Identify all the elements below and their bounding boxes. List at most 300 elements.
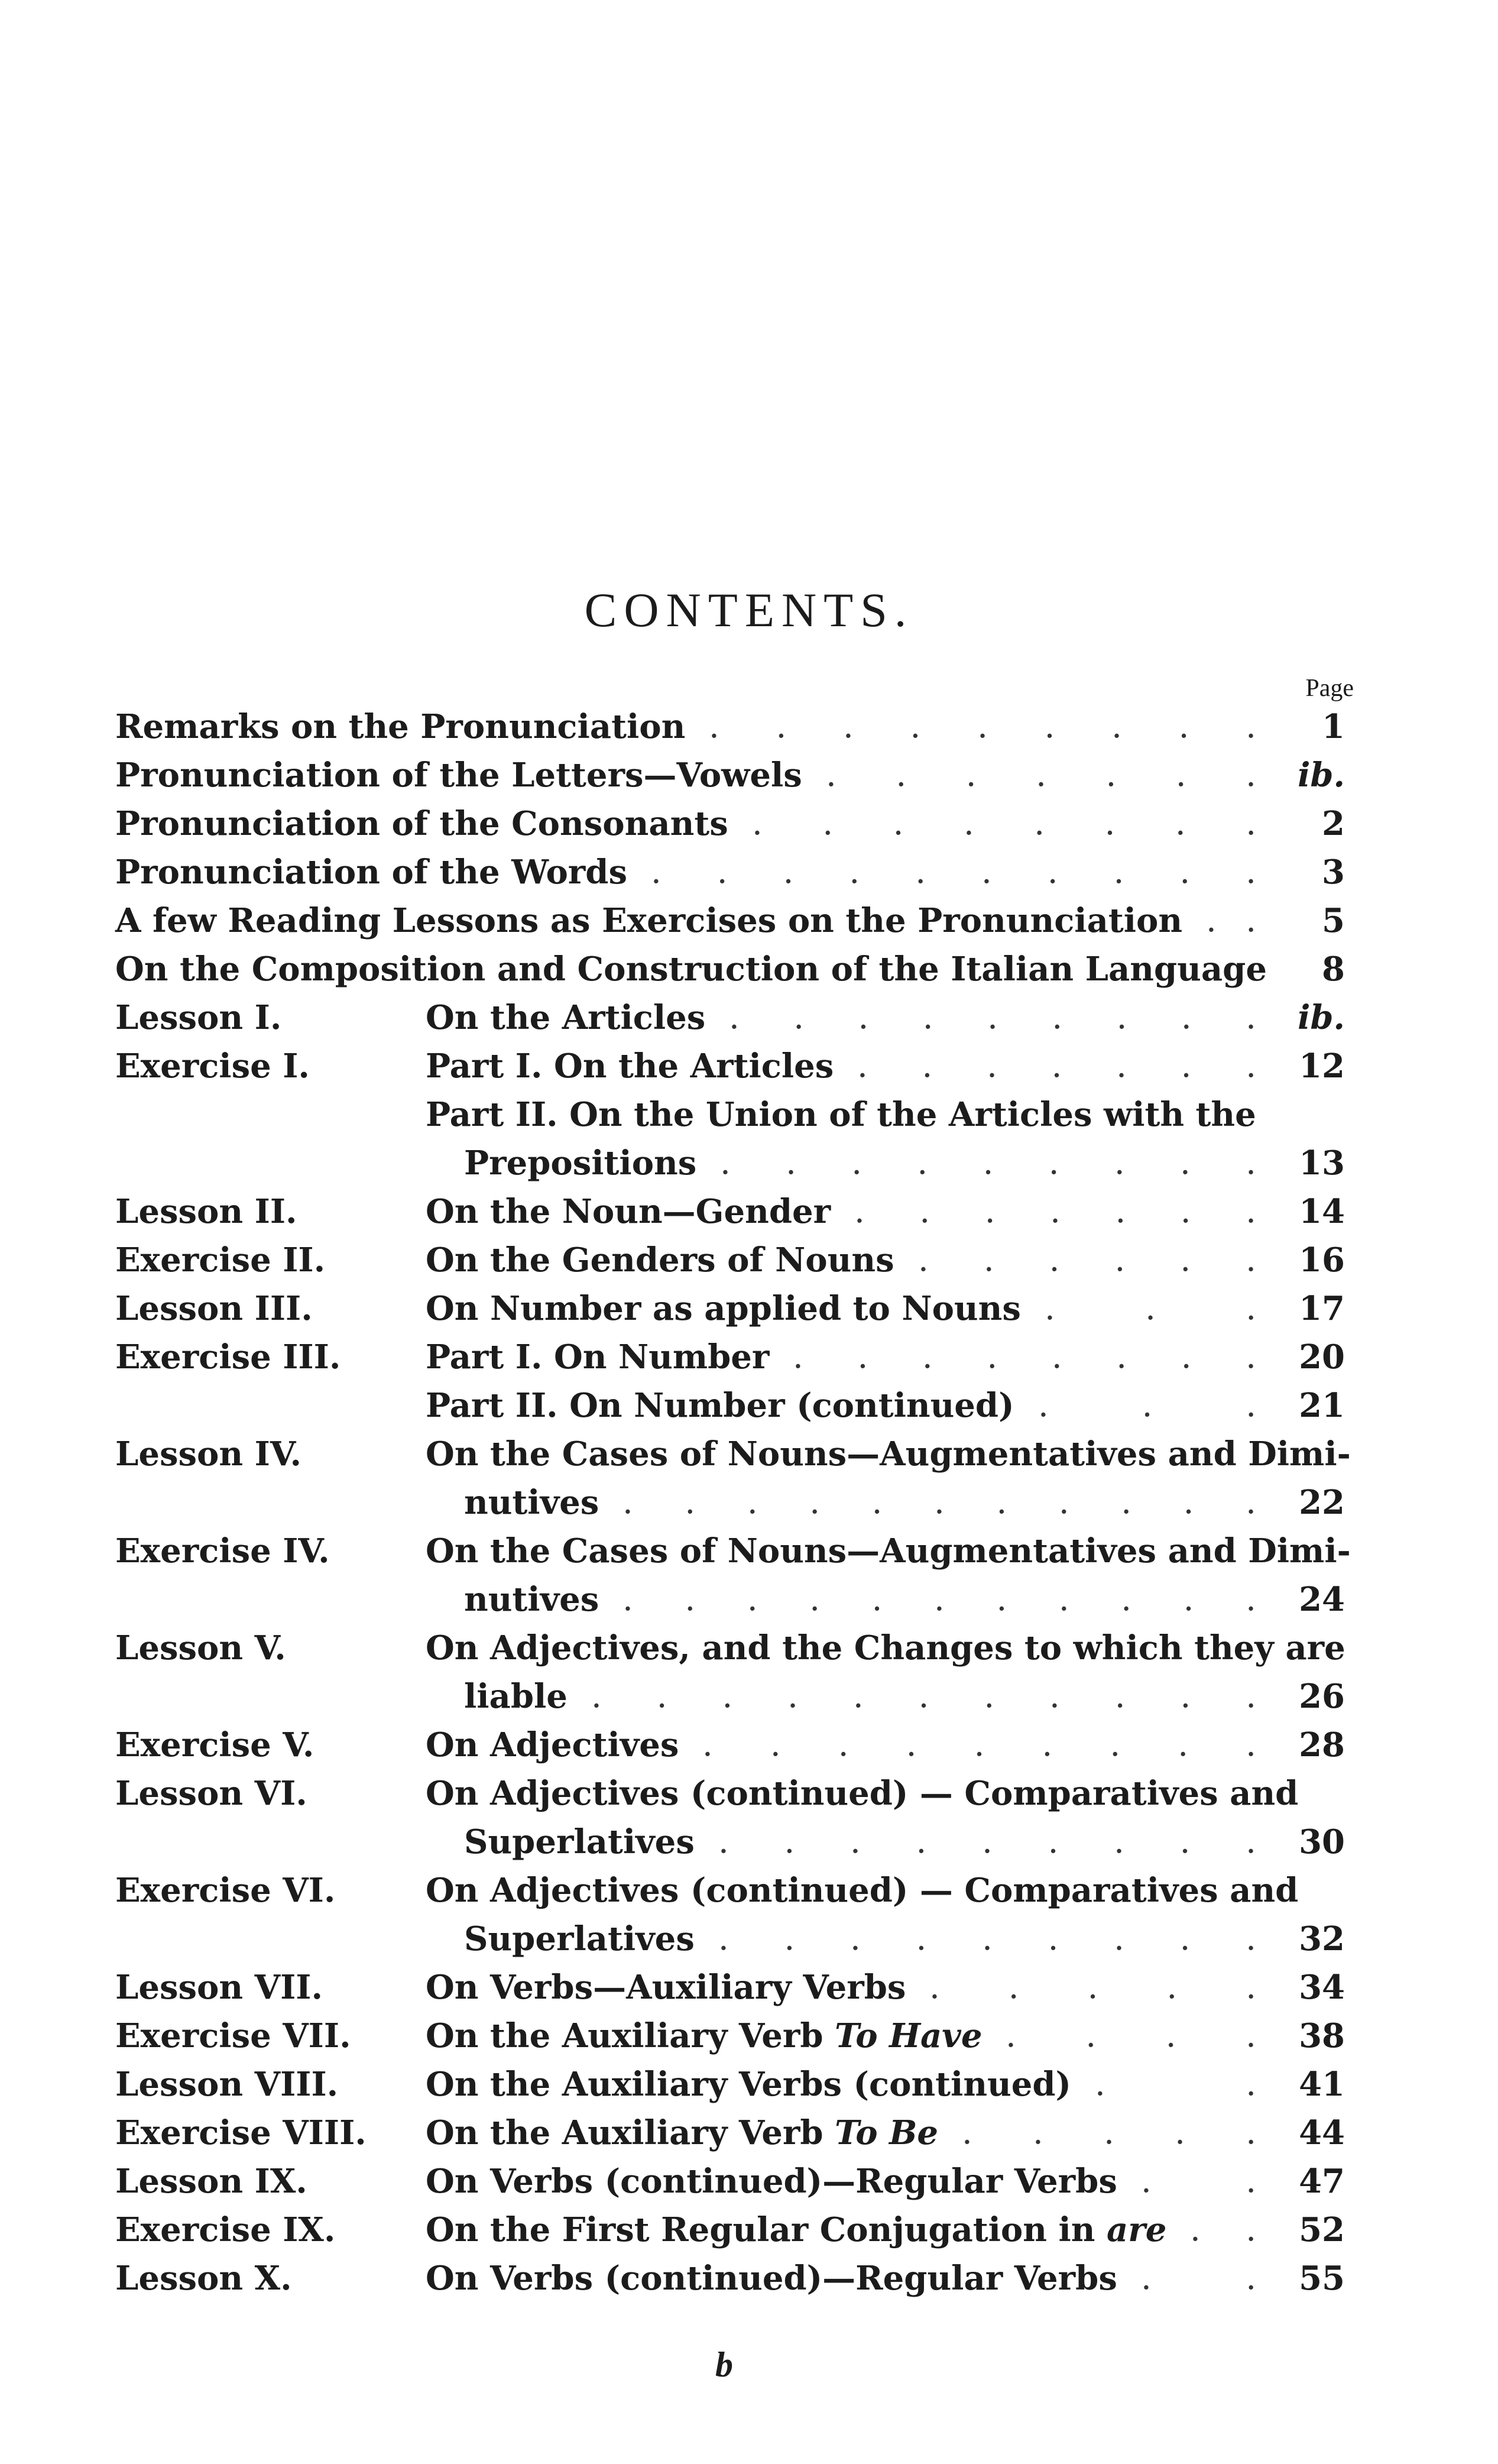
toc-entry-title: Superlatives bbox=[464, 1822, 695, 1861]
leader-dot: . bbox=[1206, 901, 1217, 940]
leader-dot: . bbox=[1142, 1386, 1153, 1424]
toc-entry bbox=[115, 1721, 1345, 1769]
leader-dot: . bbox=[1175, 756, 1186, 794]
toc-entry bbox=[115, 945, 1345, 993]
dot-leader bbox=[622, 1478, 1256, 1527]
toc-entry-label: Lesson IX. bbox=[115, 2162, 307, 2201]
leader-dot: . bbox=[1246, 1241, 1256, 1279]
leader-dot: . bbox=[987, 1047, 997, 1085]
leader-dot: . bbox=[1246, 998, 1256, 1037]
leader-dot: . bbox=[1246, 1725, 1256, 1764]
leader-dot: . bbox=[919, 1192, 930, 1231]
leader-dot: . bbox=[1178, 1725, 1189, 1764]
leader-dot: . bbox=[651, 853, 662, 891]
leader-dot: . bbox=[1033, 2113, 1043, 2152]
leader-dot: . bbox=[984, 1677, 995, 1715]
italic-term: To Have bbox=[835, 2016, 983, 2055]
toc-entry-title: Pronunciation of the Words bbox=[115, 853, 627, 892]
leader-dot: . bbox=[793, 998, 805, 1037]
leader-dot: . bbox=[1104, 804, 1116, 843]
leader-dot: . bbox=[987, 1338, 998, 1376]
leader-dot: . bbox=[843, 707, 854, 746]
toc-entry-title: Part I. On the Articles bbox=[426, 1047, 834, 1086]
toc-entry-label: Exercise VII. bbox=[115, 2016, 351, 2055]
leader-dot: . bbox=[851, 1144, 863, 1182]
leader-dot: . bbox=[1246, 1968, 1256, 2006]
leader-dot: . bbox=[770, 1725, 781, 1764]
leader-dot: . bbox=[685, 1483, 696, 1521]
leader-dot: . bbox=[1113, 853, 1124, 891]
toc-entry-label: Lesson V. bbox=[115, 1628, 286, 1668]
leader-dot: . bbox=[709, 707, 719, 746]
leader-dot: . bbox=[1038, 1386, 1049, 1424]
toc-entry-page: 13 bbox=[1299, 1144, 1345, 1183]
dot-leader bbox=[1006, 2012, 1256, 2060]
dot-leader bbox=[720, 1139, 1256, 1187]
dot-leader bbox=[752, 799, 1256, 848]
leader-dot: . bbox=[1116, 1047, 1127, 1085]
leader-dot: . bbox=[1052, 998, 1063, 1037]
toc-entry bbox=[115, 848, 1345, 896]
leader-dot: . bbox=[963, 804, 974, 843]
toc-entry-title: On Adjectives (continued) — Comparatives and bbox=[426, 1871, 1299, 1910]
leader-dot: . bbox=[752, 804, 763, 843]
dot-leader bbox=[918, 1236, 1256, 1284]
italic-term: are bbox=[1106, 2210, 1167, 2249]
toc-entry-title: On the Cases of Nouns—Augmentatives and Dimi- bbox=[426, 1435, 1351, 1474]
leader-dot: . bbox=[838, 1725, 849, 1764]
leader-dot: . bbox=[1141, 2162, 1152, 2200]
leader-dot: . bbox=[1246, 1919, 1256, 1958]
leader-dot: . bbox=[850, 1919, 861, 1958]
dot-leader bbox=[718, 1915, 1256, 1963]
toc-entry-page: 24 bbox=[1299, 1580, 1345, 1619]
toc-entry-label: Exercise IX. bbox=[115, 2210, 336, 2249]
leader-dot: . bbox=[1006, 2016, 1016, 2055]
toc-entry-label: Lesson VII. bbox=[115, 1968, 323, 2007]
toc-entry bbox=[115, 1478, 1345, 1527]
toc-entry-title: On the Auxiliary Verb To Have bbox=[426, 2016, 983, 2055]
toc-entry bbox=[115, 1284, 1345, 1333]
toc-entry-page: ib. bbox=[1298, 998, 1345, 1037]
toc-entry-title: Part II. On Number (continued) bbox=[426, 1386, 1014, 1425]
leader-dot: . bbox=[996, 1483, 1007, 1521]
leader-dot: . bbox=[1179, 1144, 1191, 1182]
toc-entry-page: 52 bbox=[1299, 2210, 1345, 2249]
toc-entry-page: ib. bbox=[1298, 756, 1345, 795]
leader-dot: . bbox=[716, 853, 728, 891]
dot-leader bbox=[826, 751, 1256, 799]
leader-dot: . bbox=[809, 1483, 821, 1521]
dot-leader bbox=[1190, 2206, 1256, 2254]
leader-dot: . bbox=[1048, 1144, 1059, 1182]
toc-entry bbox=[115, 2157, 1345, 2206]
leader-dot: . bbox=[729, 998, 740, 1037]
leader-dot: . bbox=[1246, 2113, 1256, 2152]
leader-dot: . bbox=[622, 1483, 633, 1521]
leader-dot: . bbox=[922, 1047, 933, 1085]
leader-dot: . bbox=[1246, 1822, 1256, 1861]
leader-dot: . bbox=[965, 756, 977, 794]
leader-dot: . bbox=[822, 804, 834, 843]
leader-dot: . bbox=[1141, 2259, 1152, 2297]
toc-entry-title: liable bbox=[464, 1677, 568, 1716]
toc-entry-page: 30 bbox=[1299, 1822, 1345, 1861]
leader-dot: . bbox=[826, 756, 836, 794]
toc-entry bbox=[115, 1915, 1345, 1963]
toc-entry-label: Lesson I. bbox=[115, 998, 282, 1037]
toc-entry bbox=[115, 1430, 1351, 1478]
leader-dot: . bbox=[1246, 2259, 1256, 2297]
toc-entry bbox=[115, 1139, 1345, 1187]
toc-entry bbox=[115, 1381, 1345, 1430]
toc-entry bbox=[115, 1818, 1345, 1866]
leader-dot: . bbox=[1114, 1144, 1125, 1182]
leader-dot: . bbox=[1246, 2065, 1256, 2103]
leader-dot: . bbox=[896, 756, 907, 794]
toc-entry-label: Exercise VI. bbox=[115, 1871, 336, 1910]
toc-entry-page: 32 bbox=[1299, 1919, 1345, 1958]
toc-entry-page: 44 bbox=[1299, 2113, 1345, 2152]
dot-leader bbox=[622, 1575, 1256, 1624]
toc-entry bbox=[115, 1527, 1351, 1575]
leader-dot: . bbox=[685, 1580, 696, 1618]
leader-dot: . bbox=[1036, 756, 1046, 794]
toc-entry-title: Remarks on the Pronunciation bbox=[115, 707, 686, 746]
leader-dot: . bbox=[857, 1047, 868, 1085]
toc-entry-title: On Verbs (continued)—Regular Verbs bbox=[426, 2259, 1117, 2298]
toc-entry-title: On Verbs (continued)—Regular Verbs bbox=[426, 2162, 1117, 2201]
toc-entry-page: 12 bbox=[1299, 1047, 1345, 1086]
dot-leader bbox=[591, 1672, 1256, 1721]
toc-entry-page: 17 bbox=[1299, 1289, 1345, 1328]
leader-dot: . bbox=[1181, 998, 1192, 1037]
leader-dot: . bbox=[922, 1338, 933, 1376]
dot-leader bbox=[929, 1963, 1256, 2012]
leader-dot: . bbox=[1183, 1483, 1194, 1521]
leader-dot: . bbox=[1121, 1483, 1132, 1521]
toc-entry-label: Lesson II. bbox=[115, 1192, 297, 1231]
leader-dot: . bbox=[1246, 2016, 1256, 2055]
toc-entry bbox=[115, 2012, 1345, 2060]
leader-dot: . bbox=[720, 1144, 731, 1182]
leader-dot: . bbox=[591, 1677, 602, 1715]
toc-entry bbox=[115, 2206, 1345, 2254]
leader-dot: . bbox=[1114, 1677, 1126, 1715]
toc-entry-label: Exercise I. bbox=[115, 1047, 310, 1086]
leader-dot: . bbox=[1179, 1822, 1191, 1861]
leader-dot: . bbox=[1087, 1968, 1098, 2006]
leader-dot: . bbox=[1114, 1241, 1126, 1279]
toc-entry-title: Part II. On the Union of the Articles with the bbox=[426, 1095, 1256, 1134]
leader-dot: . bbox=[915, 853, 926, 891]
toc-entry-label: Lesson X. bbox=[115, 2259, 292, 2298]
leader-dot: . bbox=[1180, 1192, 1191, 1231]
leader-dot: . bbox=[1050, 1192, 1061, 1231]
leader-dot: . bbox=[916, 1822, 927, 1861]
leader-dot: . bbox=[1058, 1483, 1069, 1521]
leader-dot: . bbox=[784, 1919, 795, 1958]
leader-dot: . bbox=[1044, 707, 1055, 746]
dot-leader bbox=[1095, 2060, 1256, 2109]
leader-dot: . bbox=[1175, 2113, 1185, 2152]
toc-entry bbox=[115, 1090, 1345, 1139]
leader-dot: . bbox=[871, 1483, 883, 1521]
leader-dot: . bbox=[934, 1483, 945, 1521]
leader-dot: . bbox=[1042, 1725, 1053, 1764]
leader-dot: . bbox=[656, 1677, 667, 1715]
toc-entry-page: 16 bbox=[1299, 1241, 1345, 1280]
toc-entry bbox=[115, 1672, 1345, 1721]
leader-dot: . bbox=[982, 1919, 993, 1958]
toc-entry-label: Exercise II. bbox=[115, 1241, 326, 1280]
leader-dot: . bbox=[747, 1580, 758, 1618]
toc-entry-page: 20 bbox=[1299, 1338, 1345, 1377]
leader-dot: . bbox=[987, 998, 998, 1037]
leader-dot: . bbox=[1246, 804, 1256, 843]
toc-entry-page: 26 bbox=[1299, 1677, 1345, 1716]
leader-dot: . bbox=[1051, 1338, 1062, 1376]
leader-dot: . bbox=[1114, 1919, 1124, 1958]
leader-dot: . bbox=[1246, 707, 1256, 746]
toc-entry-label: Exercise V. bbox=[115, 1725, 314, 1764]
toc-entry-title: On the Composition and Construction of the Italian Language bbox=[115, 950, 1267, 989]
toc-entry-title: On Adjectives, and the Changes to which they are bbox=[426, 1628, 1345, 1668]
leader-dot: . bbox=[918, 1241, 929, 1279]
italic-term: To Be bbox=[835, 2113, 939, 2152]
leader-dot: . bbox=[1115, 1192, 1126, 1231]
dot-leader bbox=[1206, 896, 1256, 945]
leader-dot: . bbox=[922, 998, 933, 1037]
toc-entry-page: 55 bbox=[1299, 2259, 1345, 2298]
leader-dot: . bbox=[1246, 1192, 1256, 1231]
toc-entry bbox=[115, 1575, 1345, 1624]
leader-dot: . bbox=[852, 1677, 864, 1715]
leader-dot: . bbox=[934, 1580, 945, 1618]
leader-dot: . bbox=[702, 1725, 713, 1764]
toc-entry bbox=[115, 1333, 1345, 1381]
dot-leader bbox=[1038, 1381, 1256, 1430]
toc-entry bbox=[115, 1042, 1345, 1090]
leader-dot: . bbox=[783, 853, 794, 891]
leader-dot: . bbox=[1116, 998, 1127, 1037]
toc-entry-label: Exercise VIII. bbox=[115, 2113, 367, 2152]
dot-leader bbox=[651, 848, 1256, 896]
leader-dot: . bbox=[1181, 1047, 1192, 1085]
leader-dot: . bbox=[983, 1144, 994, 1182]
toc-entry-title: On Adjectives (continued) — Comparatives and bbox=[426, 1774, 1299, 1813]
leader-dot: . bbox=[1246, 1289, 1256, 1327]
leader-dot: . bbox=[784, 1822, 795, 1861]
leader-dot: . bbox=[722, 1677, 733, 1715]
toc-entry-title: On the Noun—Gender bbox=[426, 1192, 831, 1231]
leader-dot: . bbox=[1183, 1580, 1194, 1618]
toc-entry bbox=[115, 1963, 1345, 2012]
toc-entry-title: On the Cases of Nouns—Augmentatives and Dimi- bbox=[426, 1531, 1351, 1571]
leader-dot: . bbox=[1048, 1919, 1059, 1958]
toc-entry-page: 38 bbox=[1299, 2016, 1345, 2055]
toc-entry-title: Prepositions bbox=[464, 1144, 697, 1183]
leader-dot: . bbox=[1114, 1822, 1124, 1861]
toc-entry-title: nutives bbox=[464, 1580, 599, 1619]
table-of-contents bbox=[115, 702, 1351, 2303]
leader-dot: . bbox=[906, 1725, 917, 1764]
toc-entry-page: 2 bbox=[1322, 804, 1345, 843]
toc-entry-title: On Verbs—Auxiliary Verbs bbox=[426, 1968, 906, 2007]
dot-leader bbox=[1141, 2254, 1256, 2303]
toc-entry-page: 34 bbox=[1299, 1968, 1345, 2007]
toc-entry bbox=[115, 751, 1345, 799]
dot-leader bbox=[729, 993, 1256, 1042]
toc-entry-title: On the Auxiliary Verbs (continued) bbox=[426, 2065, 1072, 2104]
leader-dot: . bbox=[1121, 1580, 1132, 1618]
leader-dot: . bbox=[718, 1822, 729, 1861]
toc-entry-label: Exercise III. bbox=[115, 1338, 341, 1377]
toc-entry bbox=[115, 1624, 1345, 1672]
leader-dot: . bbox=[1034, 804, 1045, 843]
toc-entry-title: nutives bbox=[464, 1483, 599, 1522]
toc-entry-title: On the Articles bbox=[426, 998, 706, 1037]
leader-dot: . bbox=[1246, 1580, 1256, 1618]
leader-dot: . bbox=[787, 1677, 798, 1715]
leader-dot: . bbox=[1178, 707, 1189, 746]
leader-dot: . bbox=[1179, 853, 1191, 891]
toc-entry-page: 8 bbox=[1322, 950, 1345, 989]
toc-entry-page: 28 bbox=[1299, 1725, 1345, 1764]
toc-entry-title: A few Reading Lessons as Exercises on the Pronunciation bbox=[115, 901, 1183, 940]
leader-dot: . bbox=[974, 1725, 985, 1764]
leader-dot: . bbox=[776, 707, 787, 746]
leader-dot: . bbox=[1246, 853, 1256, 891]
leader-dot: . bbox=[1165, 2016, 1176, 2055]
toc-entry bbox=[115, 1769, 1345, 1818]
toc-entry bbox=[115, 2109, 1345, 2157]
toc-entry-page: 47 bbox=[1299, 2162, 1345, 2201]
leader-dot: . bbox=[917, 1144, 928, 1182]
toc-entry-page: 5 bbox=[1322, 901, 1345, 940]
leader-dot: . bbox=[962, 2113, 972, 2152]
toc-entry-title: Pronunciation of the Consonants bbox=[115, 804, 728, 843]
toc-entry-title: On the First Regular Conjugation in are bbox=[426, 2210, 1167, 2249]
toc-entry-page: 3 bbox=[1322, 853, 1345, 892]
toc-entry-label: Lesson VI. bbox=[115, 1774, 307, 1813]
leader-dot: . bbox=[983, 1241, 994, 1279]
leader-dot: . bbox=[1110, 1725, 1121, 1764]
leader-dot: . bbox=[910, 707, 921, 746]
leader-dot: . bbox=[1246, 1483, 1256, 1521]
toc-entry-label: Lesson VIII. bbox=[115, 2065, 339, 2104]
dot-leader bbox=[718, 1818, 1256, 1866]
dot-leader bbox=[1045, 1284, 1256, 1333]
leader-dot: . bbox=[809, 1580, 821, 1618]
leader-dot: . bbox=[1085, 2016, 1097, 2055]
leader-dot: . bbox=[1045, 1289, 1055, 1327]
leader-dot: . bbox=[871, 1580, 883, 1618]
leader-dot: . bbox=[1180, 1677, 1191, 1715]
leader-dot: . bbox=[1190, 2210, 1201, 2249]
dot-leader bbox=[702, 1721, 1256, 1769]
leader-dot: . bbox=[1246, 1047, 1256, 1085]
dot-leader bbox=[857, 1042, 1256, 1090]
leader-dot: . bbox=[850, 1822, 861, 1861]
leader-dot: . bbox=[849, 853, 860, 891]
leader-dot: . bbox=[1048, 1822, 1059, 1861]
leader-dot: . bbox=[1179, 1919, 1191, 1958]
leader-dot: . bbox=[1180, 1241, 1191, 1279]
toc-entry bbox=[115, 993, 1345, 1042]
leader-dot: . bbox=[793, 1338, 803, 1376]
leader-dot: . bbox=[1051, 1047, 1062, 1085]
leader-dot: . bbox=[916, 1919, 927, 1958]
dot-leader bbox=[793, 1333, 1256, 1381]
leader-dot: . bbox=[1008, 1968, 1019, 2006]
leader-dot: . bbox=[1058, 1580, 1069, 1618]
leader-dot: . bbox=[1246, 1338, 1256, 1376]
leader-dot: . bbox=[982, 1822, 993, 1861]
dot-leader bbox=[1141, 2157, 1256, 2206]
page-title: CONTENTS. bbox=[584, 583, 914, 637]
leader-dot: . bbox=[622, 1580, 633, 1618]
toc-entry-page: 22 bbox=[1299, 1483, 1345, 1522]
leader-dot: . bbox=[1105, 756, 1117, 794]
leader-dot: . bbox=[1095, 2065, 1105, 2103]
toc-entry bbox=[115, 896, 1345, 945]
toc-entry-title: On Adjectives bbox=[426, 1725, 679, 1764]
dot-leader bbox=[709, 702, 1256, 751]
signature-mark: b bbox=[715, 2345, 733, 2384]
toc-entry-title: Superlatives bbox=[464, 1919, 695, 1958]
toc-entry-title: On the Genders of Nouns bbox=[426, 1241, 894, 1280]
dot-leader bbox=[854, 1187, 1256, 1236]
leader-dot: . bbox=[984, 1192, 996, 1231]
toc-entry-page: 21 bbox=[1299, 1386, 1345, 1425]
toc-entry bbox=[115, 1236, 1345, 1284]
toc-entry-title: Pronunciation of the Letters—Vowels bbox=[115, 756, 802, 795]
toc-entry-title: On the Auxiliary Verb To Be bbox=[426, 2113, 939, 2152]
leader-dot: . bbox=[1049, 1677, 1060, 1715]
toc-entry bbox=[115, 1866, 1345, 1915]
toc-entry bbox=[115, 2254, 1345, 2303]
toc-entry-title: Part I. On Number bbox=[426, 1338, 770, 1377]
leader-dot: . bbox=[854, 1192, 865, 1231]
leader-dot: . bbox=[1166, 1968, 1178, 2006]
leader-dot: . bbox=[1047, 853, 1058, 891]
leader-dot: . bbox=[1246, 2162, 1256, 2200]
toc-entry bbox=[115, 799, 1345, 848]
leader-dot: . bbox=[1116, 1338, 1127, 1376]
leader-dot: . bbox=[929, 1968, 940, 2006]
toc-entry-page: 14 bbox=[1299, 1192, 1345, 1231]
toc-entry-title: On Number as applied to Nouns bbox=[426, 1289, 1021, 1328]
page-column-label: Page bbox=[1305, 675, 1354, 702]
leader-dot: . bbox=[747, 1483, 758, 1521]
leader-dot: . bbox=[1246, 2210, 1256, 2249]
leader-dot: . bbox=[918, 1677, 929, 1715]
toc-entry bbox=[115, 2060, 1345, 2109]
toc-entry bbox=[115, 1187, 1345, 1236]
leader-dot: . bbox=[1049, 1241, 1060, 1279]
leader-dot: . bbox=[1181, 1338, 1192, 1376]
leader-dot: . bbox=[1246, 1386, 1256, 1424]
toc-entry-label: Lesson III. bbox=[115, 1289, 313, 1328]
toc-entry-label: Exercise IV. bbox=[115, 1531, 330, 1571]
leader-dot: . bbox=[1175, 804, 1186, 843]
leader-dot: . bbox=[977, 707, 988, 746]
toc-entry bbox=[115, 702, 1345, 751]
leader-dot: . bbox=[996, 1580, 1007, 1618]
leader-dot: . bbox=[1111, 707, 1122, 746]
leader-dot: . bbox=[981, 853, 992, 891]
